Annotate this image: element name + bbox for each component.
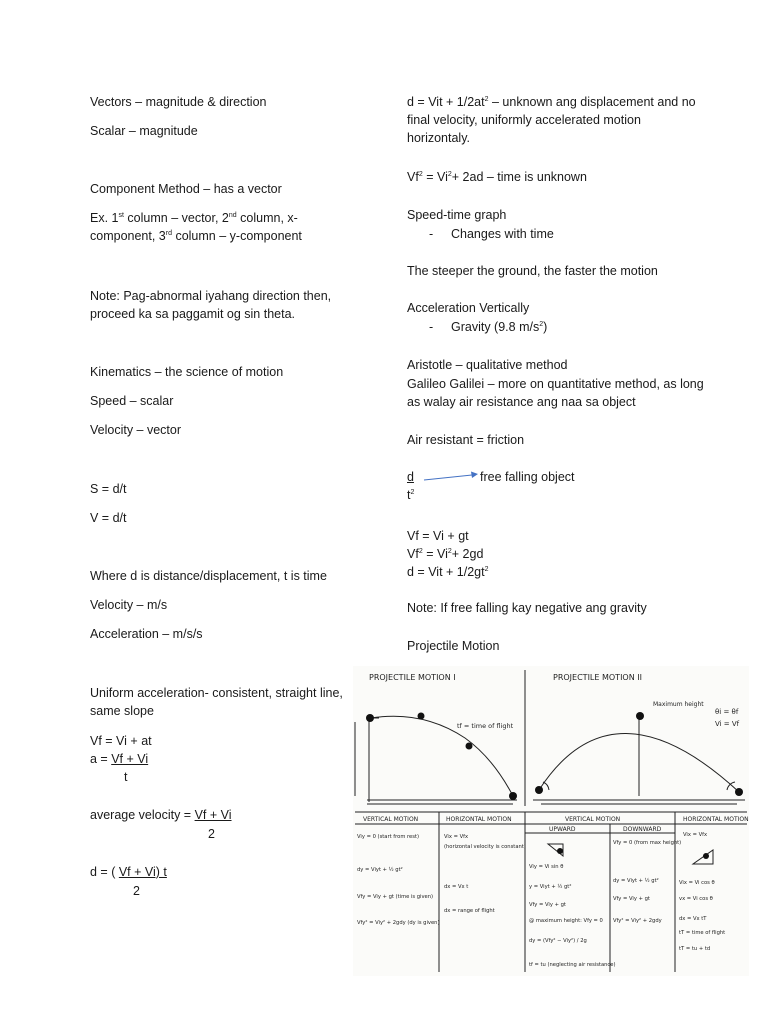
col3-line-6: tf = tu (neglecting air resistance) xyxy=(529,962,616,968)
average-velocity-denominator: 2 xyxy=(208,827,215,841)
velocity-unit: Velocity – m/s xyxy=(90,598,168,612)
note-free-falling: Note: If free falling kay negative ang gravity xyxy=(407,601,647,615)
acceleration-vertically: Acceleration Vertically xyxy=(407,301,530,315)
freefall-displacement: d = Vit + $1/2gt^2$ xyxy=(407,565,489,579)
galileo: Galileo Galilei – more on quantitative method, as long as walay air resistance ang naa sa object xyxy=(407,377,704,409)
speed-time-graph: Speed-time graph xyxy=(407,208,507,222)
gravity-value: - Gravity (9.8 $m/s^2$) xyxy=(429,318,729,336)
displacement-eq-note: d = Vit + $1/2at^2$ – unknown ang displacement and no final velocity, uniformly accelerated motion horizontaly. xyxy=(407,95,696,145)
scalar-def: Scalar – magnitude xyxy=(90,124,198,138)
speed-formula: S = d/t xyxy=(90,482,127,496)
col2-line-3: dx = Vx t xyxy=(444,884,469,890)
air-resistant: Air resistant = friction xyxy=(407,433,525,447)
d-over: d xyxy=(407,470,414,484)
velocity-formula: V = d/t xyxy=(90,511,127,525)
header-horizontal-2: HORIZONTAL MOTION xyxy=(683,816,749,823)
header-horizontal-1: HORIZONTAL MOTION xyxy=(446,816,512,823)
col3-line-5: dy = (Vfy² − Viy²) / 2g xyxy=(529,938,587,944)
col2-line-2: (horizontal velocity is constant) xyxy=(444,844,526,850)
where-statement: Where d is distance/displacement, t is time xyxy=(90,569,327,583)
col3-line-1: Viy = Vi sin θ xyxy=(529,864,564,870)
time-of-flight-label: tf = time of flight xyxy=(457,722,514,730)
col1-line-2: dy = Viyt + ½ gt² xyxy=(357,867,403,873)
col4-line-1: Vfy = 0 (from max height) xyxy=(613,840,682,846)
aristotle: Aristotle – qualitative method xyxy=(407,358,568,372)
acceleration-unit: Acceleration – m/s/s xyxy=(90,627,203,641)
component-example: Ex. 1st column – vector, 2nd column, x-component, 3rd column – y-component xyxy=(90,211,302,243)
displacement-formula: d = ( Vf + Vi) t xyxy=(90,865,167,879)
col4-line-2: dy = Viyt + ½ gt² xyxy=(613,878,659,884)
col5-line-1: Vix = Vfx xyxy=(683,832,708,838)
col3-line-3: Vfy = Viy + gt xyxy=(529,902,566,908)
col4-line-3: Vfy = Viy + gt xyxy=(613,896,650,902)
component-method: Component Method – has a vector xyxy=(90,182,282,196)
subheader-downward: DOWNWARD xyxy=(623,826,662,833)
vi-vf-equality: Vi = Vf xyxy=(715,720,740,728)
col3-line-2: y = Viyt + ½ gt² xyxy=(529,884,572,890)
acceleration-formula: a = Vf + Vi xyxy=(90,752,149,766)
projectile-motion-heading: Projectile Motion xyxy=(407,639,500,653)
col1-line-3: Vfy = Viy + gt (time is given) xyxy=(357,894,434,900)
free-falling-object: free falling object xyxy=(480,470,575,484)
average-velocity-formula: average velocity = Vf + Vi xyxy=(90,808,232,822)
header-vertical-1: VERTICAL MOTION xyxy=(363,816,419,823)
col2-line-4: dx = range of flight xyxy=(444,908,495,914)
col5-line-6: tT = tu + td xyxy=(679,946,711,952)
col1-line-1: Viy = 0 (start from rest) xyxy=(357,834,419,840)
subheader-upward: UPWARD xyxy=(549,826,576,833)
header-vertical-2: VERTICAL MOTION xyxy=(565,816,621,823)
steeper-ground: The steeper the ground, the faster the motion xyxy=(407,264,658,278)
theta-equality: θi = θf xyxy=(715,708,739,716)
speed-def: Speed – scalar xyxy=(90,394,174,408)
note-sin-theta: Note: Pag-abnormal iyahang direction then, proceed ka sa paggamit og sin theta. xyxy=(90,289,332,321)
t-squared: $t^2$ xyxy=(407,488,415,502)
acceleration-denominator: t xyxy=(124,770,128,784)
max-height-label: Maximum height xyxy=(653,701,704,708)
vectors-def: Vectors – magnitude & direction xyxy=(90,95,267,109)
col5-line-5: tT = time of flight xyxy=(679,930,726,936)
changes-with-time: - Changes with time xyxy=(429,225,729,243)
displacement-denominator: 2 xyxy=(133,884,140,898)
freefall-vf: Vf = Vi + gt xyxy=(407,529,469,543)
col1-line-4: Vfy² = Viy² + 2gdy (dy is given) xyxy=(357,920,440,926)
col5-line-4: dx = Vx tT xyxy=(679,916,707,922)
velocity-def: Velocity – vector xyxy=(90,423,182,437)
kinematics-def: Kinematics – the science of motion xyxy=(90,365,284,379)
arrow-icon xyxy=(422,470,482,484)
col5-line-2: Vix = Vi cos θ xyxy=(679,880,715,886)
freefall-vf-squared: $Vf^2 = Vi^2+ 2gd$ xyxy=(407,547,484,561)
col5-line-3: vx = Vi cos θ xyxy=(679,896,713,902)
uniform-acceleration: Uniform acceleration- consistent, straight line, same slope xyxy=(90,686,343,718)
projectile-motion-figure xyxy=(353,666,749,976)
col2-line-1: Vix = Vfx xyxy=(444,834,469,840)
col3-line-4: @ maximum height: Vfy = 0 xyxy=(529,918,603,924)
figure-title-1: PROJECTILE MOTION I xyxy=(369,673,456,682)
vf-squared-eq: $Vf^2 = Vi^2+ 2ad$ – time is unknown xyxy=(407,170,587,184)
col4-line-4: Vfy² = Viy² + 2gdy xyxy=(613,918,662,924)
figure-title-2: PROJECTILE MOTION II xyxy=(553,673,642,682)
vf-formula: Vf = Vi + at xyxy=(90,734,152,748)
